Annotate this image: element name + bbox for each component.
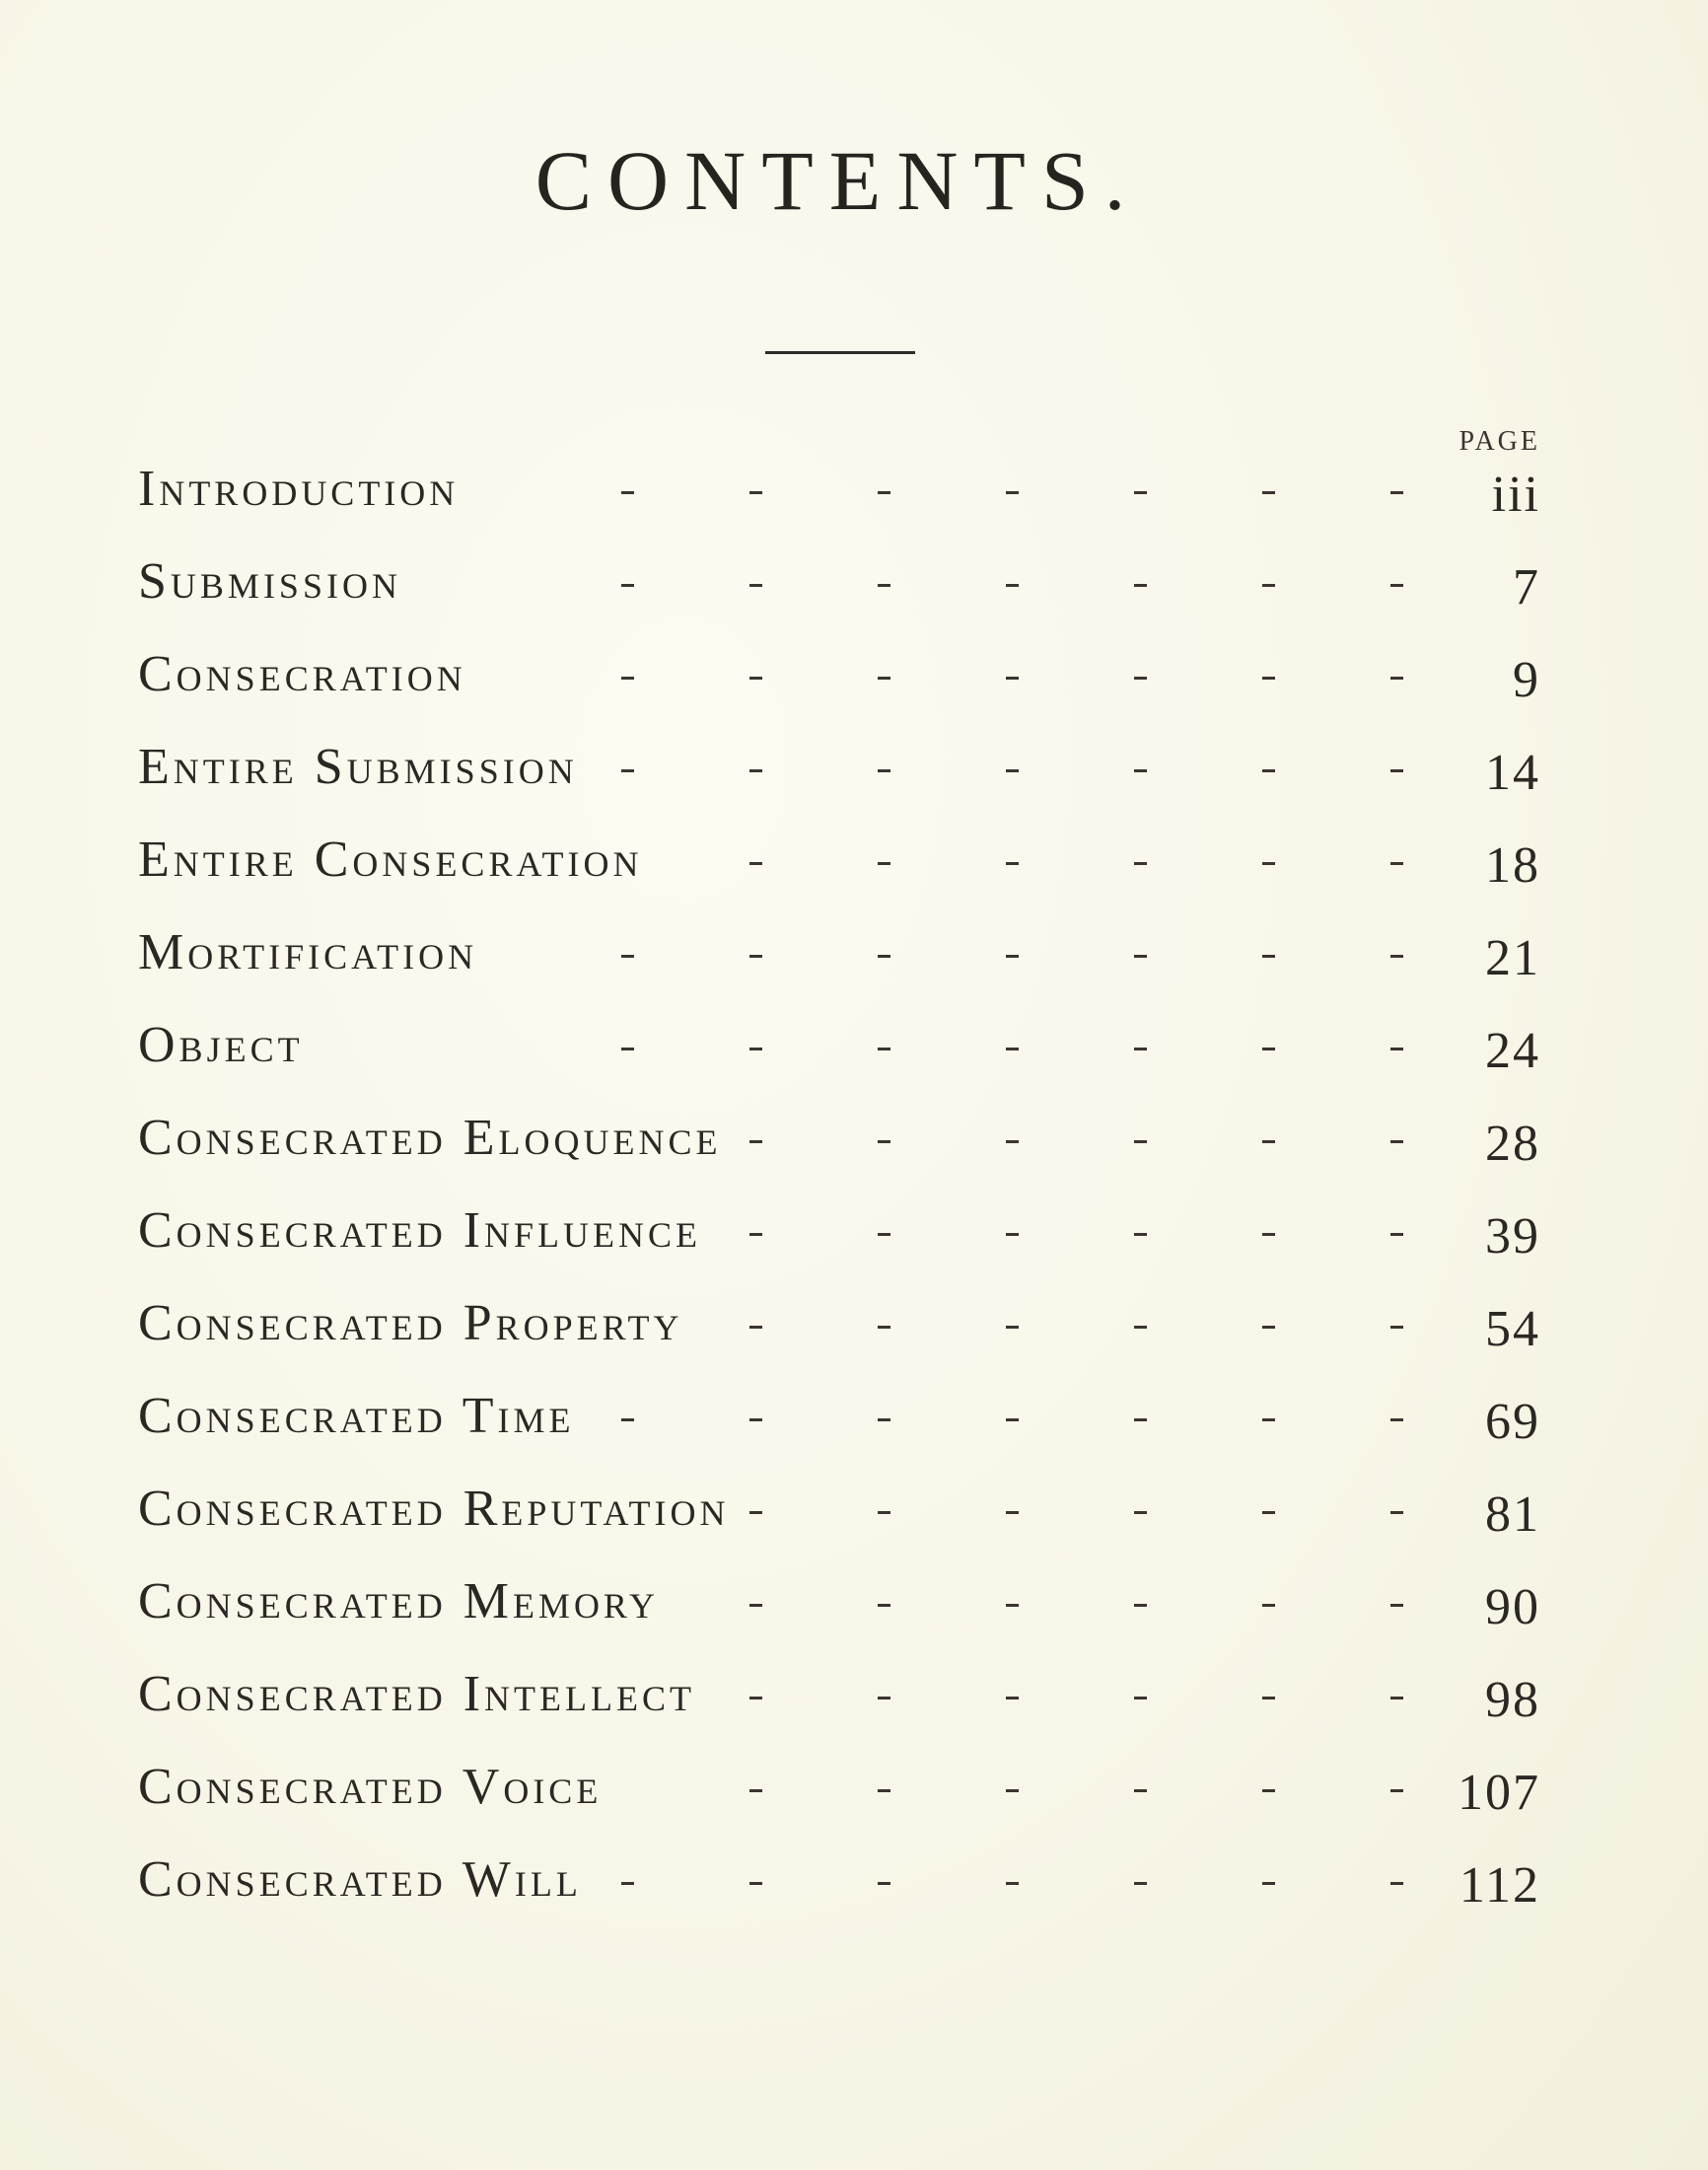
toc-entry <box>0 553 1708 635</box>
leader-dash <box>749 1233 762 1236</box>
toc-entry-title: Consecrated Time <box>138 1388 575 1444</box>
leader-dash <box>749 955 762 958</box>
leader-dash <box>749 1789 762 1792</box>
leader-dash <box>1262 1326 1275 1329</box>
toc-entry-title: Consecrated Will <box>138 1851 582 1908</box>
leader-dash <box>1390 491 1403 494</box>
toc-entry-title: Object <box>138 1017 304 1073</box>
leader-dash <box>749 1418 762 1421</box>
leader-dash <box>1006 1140 1019 1143</box>
toc-entry-page: 7 <box>1513 559 1540 615</box>
leader-dash <box>878 1326 890 1329</box>
leader-dash <box>1262 1697 1275 1700</box>
leader-dash <box>1006 1511 1019 1514</box>
leader-dash <box>1262 1789 1275 1792</box>
toc-entry <box>0 1483 1708 1562</box>
toc-entry-page: 112 <box>1459 1857 1540 1914</box>
toc-entry-page: 69 <box>1485 1394 1540 1450</box>
leader-dash <box>749 1326 762 1329</box>
toc-entry-page: 39 <box>1485 1208 1540 1265</box>
leader-dash <box>749 491 762 494</box>
leader-dash <box>1134 769 1147 772</box>
leader-dash <box>749 1604 762 1607</box>
leader-dash <box>1134 1511 1147 1514</box>
toc-entry <box>0 1851 1708 1933</box>
leader-dash <box>1006 1233 1019 1236</box>
leader-dash <box>1262 677 1275 680</box>
leader-dash <box>749 862 762 865</box>
toc-entry <box>0 1666 1708 1748</box>
leader-dash <box>1390 955 1403 958</box>
toc-entry-title: Consecrated Reputation <box>138 1481 730 1537</box>
leader-dash <box>621 491 634 494</box>
leader-dash <box>878 769 890 772</box>
leader-dash <box>1134 1048 1147 1050</box>
leader-dash <box>1134 1233 1147 1236</box>
toc-entry <box>0 834 1708 913</box>
leader-dash <box>878 1789 890 1792</box>
leader-dash <box>749 1882 762 1885</box>
toc-entry-title: Consecrated Property <box>138 1295 683 1351</box>
toc-entry-page: iii <box>1491 467 1540 523</box>
leader-dash <box>749 1048 762 1050</box>
toc-entry-page: 24 <box>1485 1023 1540 1079</box>
leader-dash <box>1262 955 1275 958</box>
leader-dash <box>1390 769 1403 772</box>
leader-dash <box>621 955 634 958</box>
toc-entry-page: 14 <box>1485 745 1540 801</box>
toc-entry-title: Consecrated Eloquence <box>138 1110 722 1166</box>
toc-entry <box>0 1202 1708 1284</box>
leader-dash <box>1006 677 1019 680</box>
leader-dash <box>1134 1604 1147 1607</box>
leader-dash <box>1134 862 1147 865</box>
leader-dash <box>1134 584 1147 587</box>
leader-dash <box>878 491 890 494</box>
toc-entry <box>0 1017 1708 1099</box>
leader-dash <box>1134 1882 1147 1885</box>
leader-dash <box>621 584 634 587</box>
toc-entry-title: Submission <box>138 553 401 610</box>
toc-entry-page: 90 <box>1485 1579 1540 1635</box>
leader-dash <box>1006 1789 1019 1792</box>
leader-dash <box>1006 1418 1019 1421</box>
leader-dash <box>1262 862 1275 865</box>
leader-dash <box>1006 955 1019 958</box>
leader-dash <box>878 1697 890 1700</box>
toc-entry-page: 28 <box>1485 1116 1540 1172</box>
leader-dash <box>1006 1882 1019 1885</box>
toc-entry-title: Consecrated Memory <box>138 1573 659 1629</box>
leader-dash <box>1390 1697 1403 1700</box>
toc-entry-title: Entire Consecration <box>138 832 643 888</box>
leader-dash <box>878 677 890 680</box>
leader-dash <box>1262 1511 1275 1514</box>
leader-dash <box>878 955 890 958</box>
toc-entry <box>0 461 1708 542</box>
leader-dash <box>1006 1048 1019 1050</box>
leader-dash <box>749 584 762 587</box>
toc-entry <box>0 646 1708 728</box>
leader-dash <box>878 1882 890 1885</box>
toc-entry-page: 21 <box>1485 930 1540 986</box>
leader-dash <box>1262 769 1275 772</box>
toc-entry <box>0 1388 1708 1470</box>
leader-dash <box>1262 1233 1275 1236</box>
leader-dash <box>1006 1326 1019 1329</box>
leader-dash <box>749 677 762 680</box>
leader-dash <box>1134 1140 1147 1143</box>
leader-dash <box>1006 1697 1019 1700</box>
toc-entry <box>0 1759 1708 1841</box>
leader-dash <box>1134 1326 1147 1329</box>
title-divider <box>765 351 915 354</box>
leader-dash <box>1134 677 1147 680</box>
leader-dash <box>878 1048 890 1050</box>
leader-dash <box>1006 491 1019 494</box>
leader-dash <box>1134 491 1147 494</box>
leader-dash <box>1262 584 1275 587</box>
leader-dash <box>1390 1511 1403 1514</box>
leader-dash <box>621 769 634 772</box>
toc-entry <box>0 1295 1708 1377</box>
toc-entry-title: Introduction <box>138 461 460 517</box>
leader-dash <box>1262 1140 1275 1143</box>
leader-dash <box>878 1140 890 1143</box>
leader-dash <box>1006 862 1019 865</box>
leader-dash <box>1390 862 1403 865</box>
toc-entry-title: Consecrated Intellect <box>138 1666 695 1722</box>
leader-dash <box>1134 955 1147 958</box>
toc-entry-page: 9 <box>1513 652 1540 708</box>
toc-entry-title: Consecrated Voice <box>138 1759 603 1815</box>
leader-dash <box>878 1604 890 1607</box>
leader-dash <box>1390 1233 1403 1236</box>
leader-dash <box>1390 1048 1403 1050</box>
leader-dash <box>1262 1882 1275 1885</box>
toc-entry-title: Consecrated Influence <box>138 1202 702 1259</box>
page-column-label: PAGE <box>1459 426 1540 457</box>
leader-dash <box>1134 1418 1147 1421</box>
leader-dash <box>621 1882 634 1885</box>
leader-dash <box>878 1511 890 1514</box>
leader-dash <box>878 1233 890 1236</box>
leader-dash <box>1134 1789 1147 1792</box>
leader-dash <box>1390 677 1403 680</box>
leader-dash <box>878 1418 890 1421</box>
page-title: CONTENTS. <box>534 133 1142 228</box>
toc-entry <box>0 1573 1708 1655</box>
leader-dash <box>1262 1048 1275 1050</box>
leader-dash <box>1390 1140 1403 1143</box>
leader-dash <box>1134 1697 1147 1700</box>
leader-dash <box>621 1418 634 1421</box>
toc-entry <box>0 924 1708 1006</box>
toc-entry-title: Consecration <box>138 646 466 702</box>
leader-dash <box>749 1140 762 1143</box>
leader-dash <box>749 769 762 772</box>
leader-dash <box>1262 1604 1275 1607</box>
toc-entry-title: Entire Submission <box>138 739 578 795</box>
toc-entry <box>0 739 1708 821</box>
leader-dash <box>1390 1604 1403 1607</box>
leader-dash <box>1006 769 1019 772</box>
leader-dash <box>621 677 634 680</box>
leader-dash <box>1390 1418 1403 1421</box>
leader-dash <box>878 862 890 865</box>
leader-dash <box>1390 584 1403 587</box>
leader-dash <box>878 584 890 587</box>
leader-dash <box>1390 1789 1403 1792</box>
leader-dash <box>1006 584 1019 587</box>
toc-entry <box>0 1110 1708 1192</box>
toc-entry-page: 18 <box>1485 837 1540 894</box>
leader-dash <box>1262 491 1275 494</box>
leader-dash <box>1262 1418 1275 1421</box>
leader-dash <box>1390 1882 1403 1885</box>
leader-dash <box>749 1697 762 1700</box>
toc-entry-page: 107 <box>1458 1765 1540 1821</box>
toc-entry-title: Mortification <box>138 924 478 980</box>
toc-entry-page: 81 <box>1485 1486 1540 1543</box>
leader-dash <box>1006 1604 1019 1607</box>
leader-dash <box>621 1048 634 1050</box>
leader-dash <box>749 1511 762 1514</box>
leader-dash <box>1390 1326 1403 1329</box>
toc-entry-page: 54 <box>1485 1301 1540 1357</box>
toc-entry-page: 98 <box>1485 1672 1540 1728</box>
